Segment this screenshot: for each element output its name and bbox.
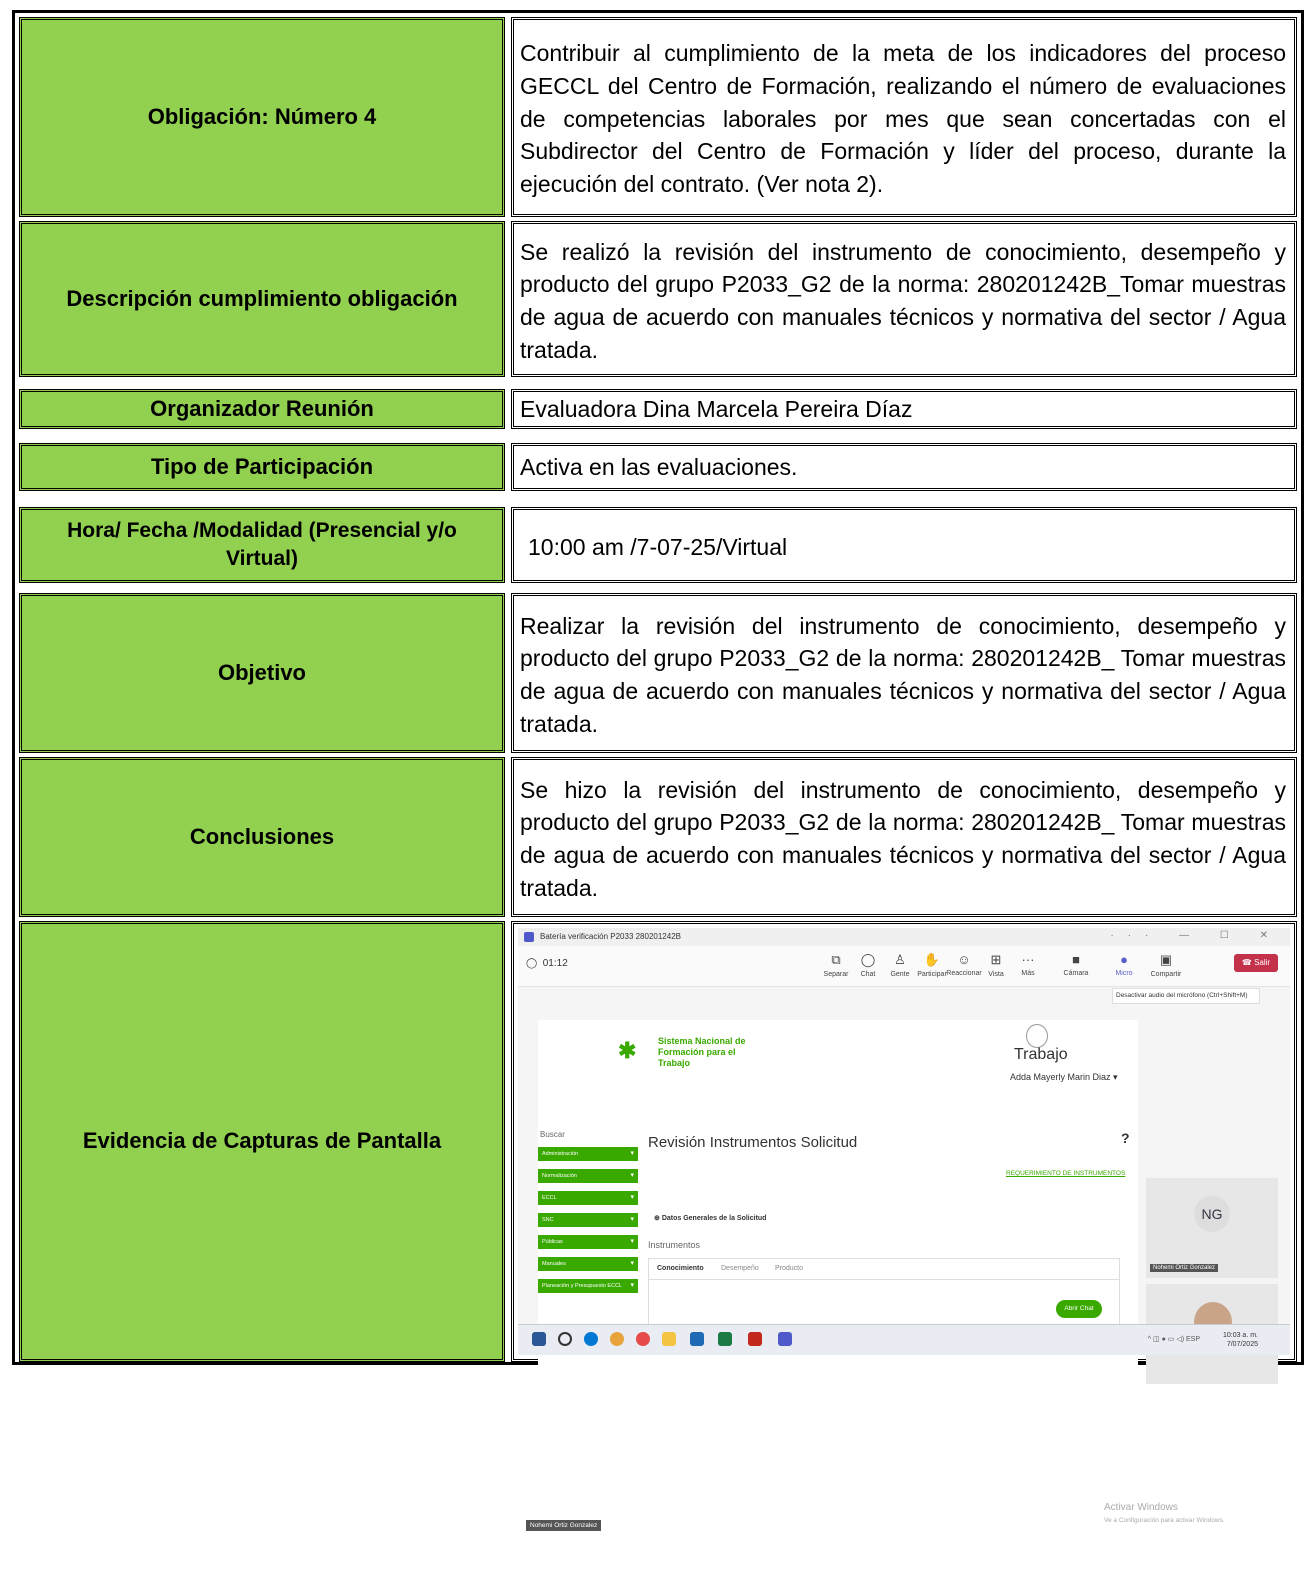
sidebar-item[interactable]: Manuales ▾ <box>538 1257 638 1271</box>
window-controls[interactable]: ··· — ☐ ✕ <box>1110 930 1282 941</box>
participant-tile <box>1146 1178 1278 1278</box>
camera-button[interactable]: ■ Cámara <box>1063 952 1089 977</box>
page-title: Revisión Instrumentos Solicitud <box>648 1134 858 1151</box>
table-row <box>15 437 1301 497</box>
raise-hand-button[interactable]: ✋ Participar <box>917 952 947 978</box>
word-icon[interactable] <box>690 1332 704 1346</box>
meeting-toolbar <box>518 946 1290 987</box>
teams-meeting-screenshot <box>518 928 1290 1529</box>
row-value: Se realizó la revisión del instrumento de conocimiento, desempeño y producto del grupo P2033_G2 de la norma: 280201242B_Tomar muestras de agua de acuerdo con manuales técnicos y normativa del sector / Agua tratada. <box>511 221 1297 377</box>
instruments-heading: Instrumentos <box>648 1240 701 1250</box>
excel-icon[interactable] <box>718 1332 732 1346</box>
row-label: Hora/ Fecha /Modalidad (Presencial y/o Virtual) <box>19 507 505 583</box>
share-button[interactable]: ▣ Compartir <box>1150 952 1182 978</box>
separar-button[interactable]: ⧉ Separar <box>823 952 849 978</box>
window-title: Batería verificación P2033 280201242B <box>540 932 681 941</box>
teams-taskbar-icon[interactable] <box>778 1332 792 1346</box>
instrument-tabs <box>648 1258 1120 1280</box>
mic-tooltip: Desactivar audio del micrófono (Ctrl+Shift+M) <box>1112 988 1260 1004</box>
sidebar-item[interactable]: SNC ▾ <box>538 1213 638 1227</box>
windows-taskbar <box>518 1324 1290 1355</box>
browser-icon[interactable] <box>636 1332 650 1346</box>
teams-icon <box>524 932 534 942</box>
row-value: Contribuir al cumplimiento de la meta de los indicadores del proceso GECCL del Centro de Formación, realizando el número de evaluaciones de competencias laborales por mes que sean concertadas con el Subdirector del Centro de Formación y líder del proceso, durante la ejecución del contrato. (Ver nota 2). <box>511 17 1297 217</box>
system-tray[interactable]: ^ ◫ ● ▭ ◁) ESP <box>1147 1336 1200 1343</box>
row-value: Activa en las evaluaciones. <box>511 443 1297 491</box>
windows-activation-watermark: Activar Windows Ve a Configuración para activar Windows. <box>1104 1502 1225 1524</box>
react-button[interactable]: ☺ Reaccionar <box>946 952 982 977</box>
chrome-icon[interactable] <box>610 1332 624 1346</box>
help-icon[interactable]: ? <box>1121 1130 1130 1146</box>
sena-logo-icon: ✱ <box>618 1038 637 1063</box>
row-label: Objetivo <box>19 593 505 753</box>
avatar: NG <box>1194 1196 1230 1232</box>
general-data-toggle[interactable]: ⊕ Datos Generales de la Solicitud <box>654 1215 767 1222</box>
search-icon[interactable] <box>558 1332 572 1346</box>
search-label[interactable]: Buscar <box>540 1130 565 1139</box>
leave-button[interactable]: ☎ Salir <box>1234 954 1278 972</box>
sidebar-item[interactable]: ECCL ▾ <box>538 1191 638 1205</box>
user-name[interactable]: Adda Mayerly Marin Diaz ▾ <box>1010 1072 1118 1082</box>
requirement-link[interactable]: REQUERIMIENTO DE INSTRUMENTOS <box>1006 1170 1126 1177</box>
table-row <box>15 757 1301 917</box>
sidebar-item[interactable]: Públicas ▾ <box>538 1235 638 1249</box>
table-row <box>15 221 1301 377</box>
coat-of-arms-icon <box>1026 1024 1048 1048</box>
taskbar-clock: 10:03 a. m. 7/07/2025 <box>1222 1332 1258 1349</box>
tab-desempeno[interactable]: Desempeño <box>721 1265 759 1272</box>
row-value: Realizar la revisión del instrumento de conocimiento, desempeño y producto del grupo P2033_G2 de la norma: 280201242B_ Tomar muestras de agua de acuerdo con manuales técnicos y normativa del sector / Agua tratada. <box>511 593 1297 753</box>
row-label: Evidencia de Capturas de Pantalla <box>19 921 505 1362</box>
table-row <box>15 503 1301 585</box>
open-chat-button[interactable]: Abrir Chat <box>1056 1300 1102 1318</box>
sidebar-item[interactable]: Administración ▾ <box>538 1147 638 1161</box>
row-label: Tipo de Participación <box>19 443 505 491</box>
table-row <box>15 383 1301 435</box>
people-button[interactable]: ♙ Gente <box>890 952 910 978</box>
mic-button[interactable]: ● Micro <box>1115 952 1133 977</box>
edge-icon[interactable] <box>584 1332 598 1346</box>
more-button[interactable]: ··· Más <box>1021 952 1035 977</box>
row-label: Organizador Reunión <box>19 389 505 429</box>
speaker-name: Nohemi Ortiz Gonzalez <box>526 1520 601 1531</box>
row-label: Conclusiones <box>19 757 505 917</box>
trabajo-title: Trabajo <box>1014 1046 1068 1063</box>
tab-producto[interactable]: Producto <box>775 1265 804 1272</box>
row-label: Descripción cumplimiento obligación <box>19 221 505 377</box>
chat-button[interactable]: ◯ Chat <box>860 952 876 978</box>
sidebar <box>538 1130 638 1301</box>
tab-conocimiento[interactable]: Conocimiento <box>657 1265 704 1272</box>
sena-text: Sistema Nacional de Formación para el Trabajo <box>658 1036 746 1068</box>
file-explorer-icon[interactable] <box>662 1332 676 1346</box>
sidebar-item[interactable]: Planeación y Presupuesto ECCL ▾ <box>538 1279 638 1293</box>
window-titlebar <box>518 928 1290 946</box>
screenshot-evidence-cell <box>511 921 1297 1529</box>
table-row <box>15 921 1301 1529</box>
start-icon[interactable] <box>532 1332 546 1346</box>
view-button[interactable]: ⊞ Vista <box>988 952 1004 978</box>
row-value: 10:00 am /7-07-25/Virtual <box>511 507 1297 583</box>
row-value: Se hizo la revisión del instrumento de conocimiento, desempeño y producto del grupo P2033_G2 de la norma: 280201242B_ Tomar muestras de agua de acuerdo con manuales técnicos y normativa del sector / Agua tratada. <box>511 757 1297 917</box>
meeting-timer: ◯ 01:12 <box>526 958 568 969</box>
participant-name: Nohemi Ortiz Gonzalez <box>1150 1264 1218 1272</box>
row-label: Obligación: Número 4 <box>19 17 505 217</box>
obligation-report-table <box>12 10 1304 1529</box>
sidebar-item[interactable]: Normalización ▾ <box>538 1169 638 1183</box>
row-value: Evaluadora Dina Marcela Pereira Díaz <box>511 389 1297 429</box>
table-row <box>15 593 1301 753</box>
acrobat-icon[interactable] <box>748 1332 762 1346</box>
shared-screen <box>538 1020 1138 1580</box>
table-row <box>15 17 1301 217</box>
